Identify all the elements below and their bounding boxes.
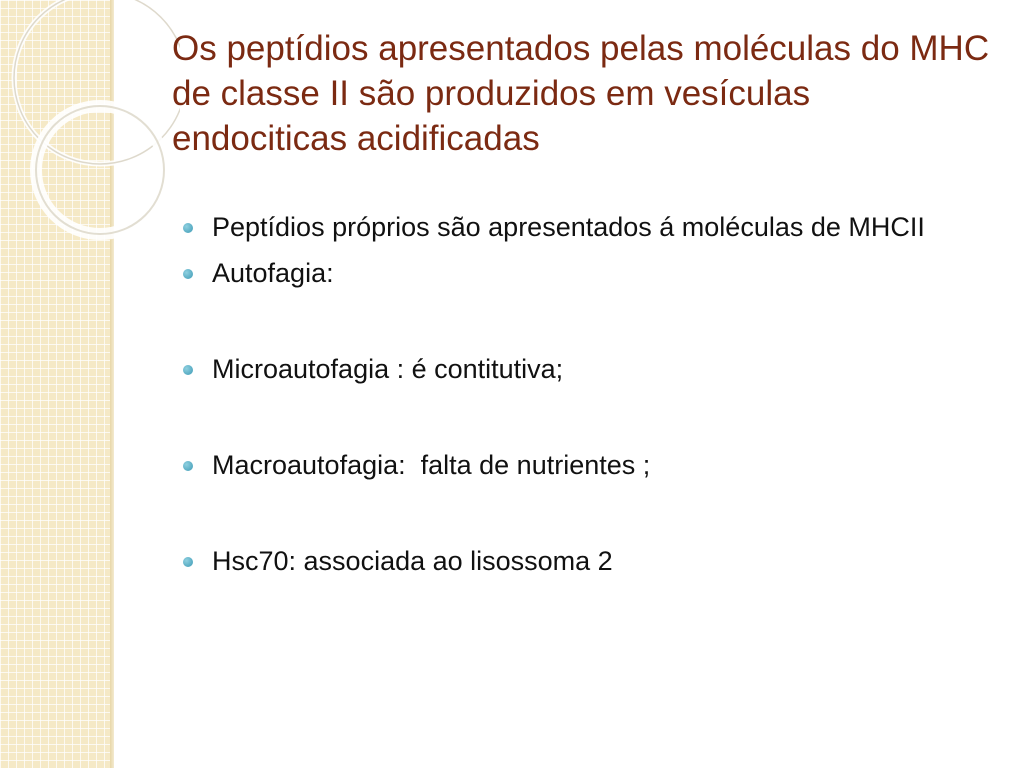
bullet-icon: [183, 365, 193, 375]
list-item: [183, 254, 983, 292]
list-item: [183, 542, 983, 580]
bullet-icon: [183, 223, 193, 233]
bullet-icon: [183, 461, 193, 471]
list-item-text: Macroautofagia: falta de nutrientes ;: [212, 450, 651, 480]
list-item-text: Autofagia:: [212, 258, 334, 288]
list-item-text: Peptídios próprios são apresentados á moléculas de MHCII: [212, 212, 925, 242]
list-item-text: Hsc70: associada ao lisossoma 2: [212, 546, 613, 576]
slide-title: Os peptídios apresentados pelas moléculas do MHC de classe II são produzidos em vesículas endociticas acidificadas: [172, 29, 990, 158]
bullet-list: [183, 208, 983, 580]
bullet-icon: [183, 557, 193, 567]
list-item-text: Microautofagia : é contitutiva;: [212, 354, 564, 384]
list-item: [183, 446, 983, 484]
list-item: [183, 350, 983, 388]
bullet-icon: [183, 269, 193, 279]
list-item: [183, 208, 983, 246]
decorative-circles: [0, 0, 180, 300]
